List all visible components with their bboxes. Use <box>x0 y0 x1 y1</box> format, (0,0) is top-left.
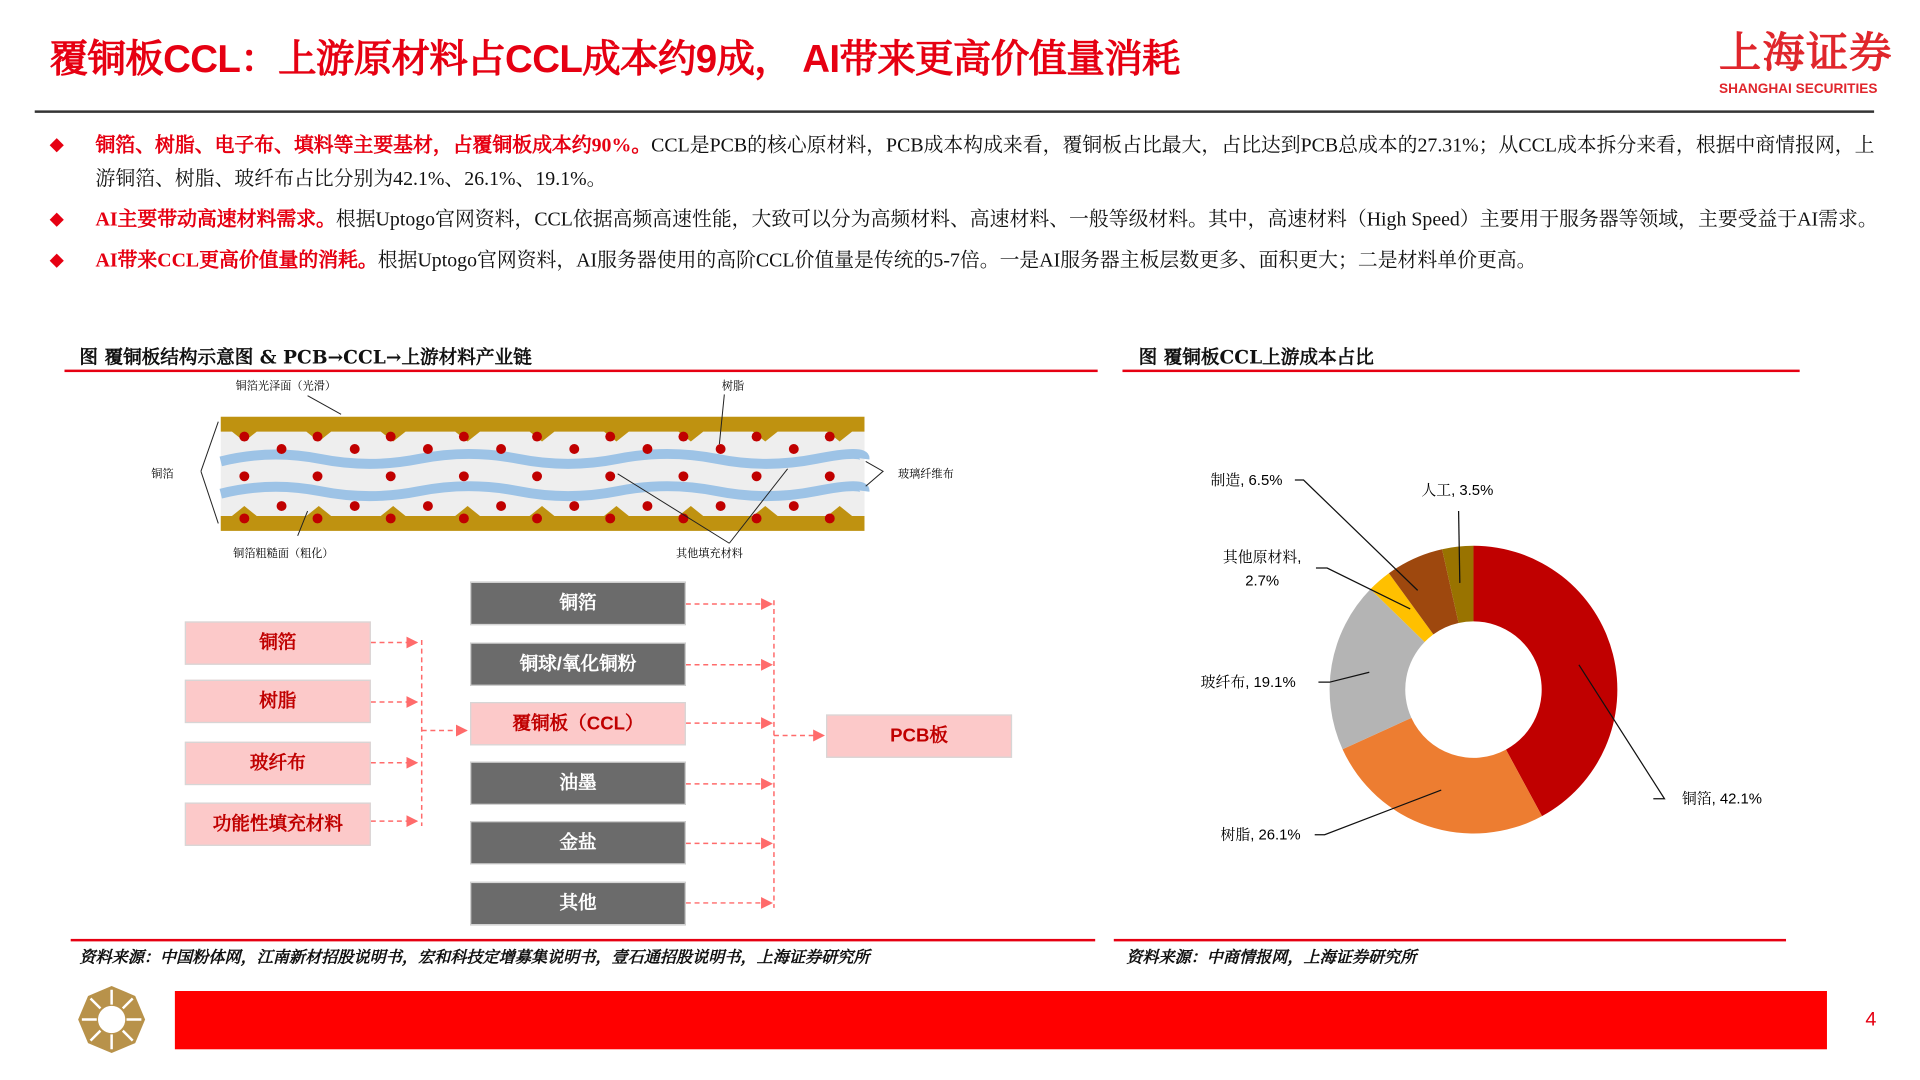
right-title-underline <box>1122 370 1799 372</box>
label-resin: 树脂 <box>721 379 745 393</box>
upstream-glass-cloth: 玻纤布 <box>185 742 371 785</box>
company-emblem-icon <box>77 985 146 1054</box>
footer-bar <box>175 991 1827 1049</box>
diamond-icon: ◆ <box>49 209 64 230</box>
pcb-board: PCB板 <box>826 714 1012 757</box>
diamond-icon: ◆ <box>49 135 64 156</box>
label-filler: 其他填充材料 <box>675 546 743 560</box>
middle-gold-salt: 金盐 <box>470 821 686 864</box>
logo: 上海证券 <box>1719 29 1893 77</box>
upstream-resin: 树脂 <box>185 680 371 723</box>
middle-other: 其他 <box>470 882 686 925</box>
pie-label-resin: 树脂, 26.1% <box>1220 827 1301 844</box>
page-number: 4 <box>1865 1009 1877 1031</box>
right-source-divider <box>1114 939 1786 941</box>
right-panel-title: 图 覆铜板CCL上游成本占比 <box>1138 346 1374 369</box>
label-glass-fiber: 玻璃纤维布 <box>897 467 954 481</box>
bullet-text: 根据Uptogo官网资料，CCL依据高频高速性能，大致可以分为高频材料、高速材料、一般等级材料。其中，高速材料（High Speed）主要用于服务器等领域，主要受益于AI需求。 <box>335 209 1878 231</box>
bullet-highlight: AI带来CCL更高价值量的消耗。 <box>95 250 378 272</box>
middle-copper-ball: 铜球/氧化铜粉 <box>470 642 686 685</box>
pie-label-other-raw: 其他原材料, <box>1222 549 1302 566</box>
right-source: 资料来源：中商情报网，上海证券研究所 <box>1126 948 1417 968</box>
pie-label-glass-cloth: 玻纤布, 19.1% <box>1200 675 1296 692</box>
label-rough-side: 铜箔粗糙面（粗化） <box>233 546 334 560</box>
pie-label-copper-foil: 铜箔, 42.1% <box>1681 791 1763 808</box>
middle-ccl: 覆铜板（CCL） <box>470 702 686 745</box>
upstream-filler: 功能性填充材料 <box>185 802 371 845</box>
page-title: 覆铜板CCL：上游原材料占CCL成本约9成， AI带来更高价值量消耗 <box>49 37 1180 81</box>
bullet-text: CCL是PCB的核心原材料，PCB成本构成来看，覆铜板占比最大，占比达到PCB总成本的27.31%；从CCL成本拆分来看，根据中商情报网，上游铜箔、树脂、玻纤布占比分别为42.1%、26.1%、19.1%。 <box>95 135 1875 190</box>
bullet-highlight: AI主要带动高速材料需求。 <box>95 209 336 231</box>
middle-copper-foil: 铜箔 <box>470 582 686 625</box>
diamond-icon: ◆ <box>49 250 64 271</box>
label-smooth-side: 铜箔光泽面（光滑） <box>235 379 337 393</box>
pie-label-manufacturing: 制造, 6.5% <box>1210 472 1283 489</box>
pie-label-labor: 人工, 3.5% <box>1421 482 1494 499</box>
pie-label-other-raw-value: 2.7% <box>1245 573 1280 590</box>
left-source-divider <box>71 939 1095 941</box>
left-source: 资料来源：中国粉体网，江南新材招股说明书，宏和科技定增募集说明书，壹石通招股说明书，上海证券研究所 <box>79 948 870 968</box>
middle-ink: 油墨 <box>470 762 686 805</box>
bullet-highlight: 铜箔、树脂、电子布、填料等主要基材，占覆铜板成本约90%。 <box>95 135 652 157</box>
label-copper-foil: 铜箔 <box>151 467 174 481</box>
logo-subtitle: SHANGHAI SECURITIES <box>1719 81 1878 97</box>
cost-donut-chart <box>1166 447 1811 869</box>
left-panel-title: 图 覆铜板结构示意图 & PCB→CCL→上游材料产业链 <box>79 346 532 369</box>
upstream-copper-foil: 铜箔 <box>185 621 371 664</box>
bullet-text: 根据Uptogo官网资料，AI服务器使用的高阶CCL价值量是传统的5-7倍。一是AI服务器主板层数更多、面积更大；二是材料单价更高。 <box>377 250 1537 272</box>
